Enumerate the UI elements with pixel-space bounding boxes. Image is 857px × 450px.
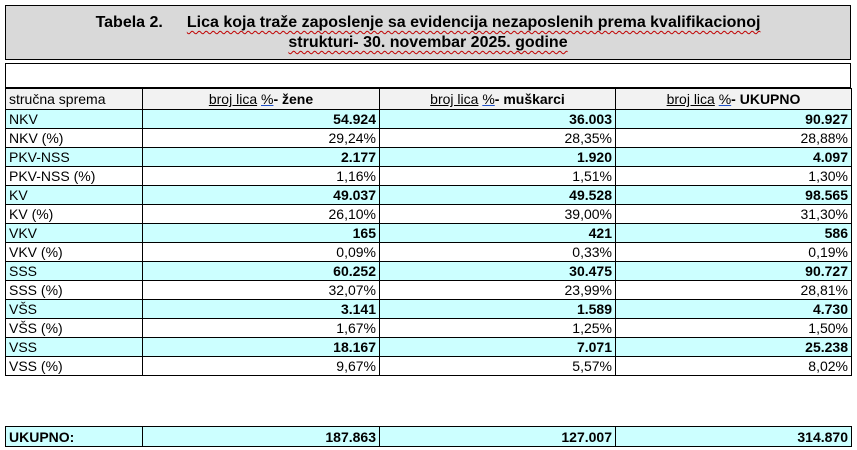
title-line-2: strukturi- 30. novembar 2025. godine bbox=[288, 34, 568, 51]
row-label: KV bbox=[6, 186, 143, 205]
cell-men: 39,00% bbox=[380, 205, 616, 224]
cell-men: 23,99% bbox=[380, 281, 616, 300]
title-line-1: Lica koja traže zaposlenje sa evidencija nezaposlenih prema kvalifikacionoj bbox=[186, 14, 761, 31]
cell-total: 8,02% bbox=[616, 357, 852, 376]
row-label: PKV-NSS (%) bbox=[6, 167, 143, 186]
qualification-table bbox=[5, 88, 852, 376]
cell-men: 1.920 bbox=[380, 148, 616, 167]
total-table bbox=[5, 426, 852, 447]
header-row bbox=[6, 89, 852, 110]
cell-total: 31,30% bbox=[616, 205, 852, 224]
total-all: 314.870 bbox=[616, 427, 852, 447]
cell-men: 421 bbox=[380, 224, 616, 243]
row-label: VSS bbox=[6, 338, 143, 357]
cell-women: 18.167 bbox=[143, 338, 380, 357]
total-label: UKUPNO: bbox=[6, 427, 143, 447]
row-label: VKV (%) bbox=[6, 243, 143, 262]
table-row bbox=[6, 243, 852, 262]
table-row bbox=[6, 357, 852, 376]
cell-men: 1.589 bbox=[380, 300, 616, 319]
cell-women: 165 bbox=[143, 224, 380, 243]
cell-women: 54.924 bbox=[143, 110, 380, 129]
cell-total: 4.730 bbox=[616, 300, 852, 319]
cell-total: 90.727 bbox=[616, 262, 852, 281]
cell-women: 0,09% bbox=[143, 243, 380, 262]
cell-women: 3.141 bbox=[143, 300, 380, 319]
table-row bbox=[6, 186, 852, 205]
table-row bbox=[6, 338, 852, 357]
row-label: PKV-NSS bbox=[6, 148, 143, 167]
cell-total: 1,50% bbox=[616, 319, 852, 338]
total-row bbox=[6, 427, 852, 447]
spacer-row bbox=[5, 63, 851, 88]
cell-total: 0,19% bbox=[616, 243, 852, 262]
cell-men: 36.003 bbox=[380, 110, 616, 129]
cell-men: 0,33% bbox=[380, 243, 616, 262]
row-label: VŠS bbox=[6, 300, 143, 319]
row-label: KV (%) bbox=[6, 205, 143, 224]
row-label: NKV (%) bbox=[6, 129, 143, 148]
cell-total: 586 bbox=[616, 224, 852, 243]
cell-men: 5,57% bbox=[380, 357, 616, 376]
row-label: SSS bbox=[6, 262, 143, 281]
cell-men: 1,25% bbox=[380, 319, 616, 338]
cell-men: 30.475 bbox=[380, 262, 616, 281]
table-row bbox=[6, 167, 852, 186]
cell-total: 90.927 bbox=[616, 110, 852, 129]
table-row bbox=[6, 129, 852, 148]
table-row bbox=[6, 319, 852, 338]
cell-total: 28,81% bbox=[616, 281, 852, 300]
cell-men: 49.528 bbox=[380, 186, 616, 205]
cell-total: 28,88% bbox=[616, 129, 852, 148]
header-men: broj lica %- muškarci bbox=[380, 89, 616, 110]
cell-women: 49.037 bbox=[143, 186, 380, 205]
cell-men: 28,35% bbox=[380, 129, 616, 148]
header-women: broj lica %- žene bbox=[143, 89, 380, 110]
cell-women: 1,16% bbox=[143, 167, 380, 186]
row-label: VSS (%) bbox=[6, 357, 143, 376]
row-label: SSS (%) bbox=[6, 281, 143, 300]
table-row bbox=[6, 281, 852, 300]
cell-men: 7.071 bbox=[380, 338, 616, 357]
cell-women: 26,10% bbox=[143, 205, 380, 224]
cell-men: 1,51% bbox=[380, 167, 616, 186]
total-women: 187.863 bbox=[143, 427, 380, 447]
table-row bbox=[6, 224, 852, 243]
cell-total: 4.097 bbox=[616, 148, 852, 167]
table-row bbox=[6, 262, 852, 281]
table-row bbox=[6, 300, 852, 319]
cell-women: 60.252 bbox=[143, 262, 380, 281]
cell-total: 1,30% bbox=[616, 167, 852, 186]
table-row bbox=[6, 148, 852, 167]
cell-women: 9,67% bbox=[143, 357, 380, 376]
cell-women: 29,24% bbox=[143, 129, 380, 148]
table-title bbox=[5, 5, 851, 60]
total-men: 127.007 bbox=[380, 427, 616, 447]
cell-women: 2.177 bbox=[143, 148, 380, 167]
cell-total: 98.565 bbox=[616, 186, 852, 205]
table-row bbox=[6, 110, 852, 129]
row-label: VKV bbox=[6, 224, 143, 243]
cell-women: 32,07% bbox=[143, 281, 380, 300]
cell-total: 25.238 bbox=[616, 338, 852, 357]
table-number: Tabela 2. bbox=[95, 14, 163, 31]
row-label: NKV bbox=[6, 110, 143, 129]
header-total: broj lica %- UKUPNO bbox=[616, 89, 852, 110]
row-label: VŠS (%) bbox=[6, 319, 143, 338]
header-qualification: stručna sprema bbox=[6, 89, 143, 110]
cell-women: 1,67% bbox=[143, 319, 380, 338]
table-row bbox=[6, 205, 852, 224]
